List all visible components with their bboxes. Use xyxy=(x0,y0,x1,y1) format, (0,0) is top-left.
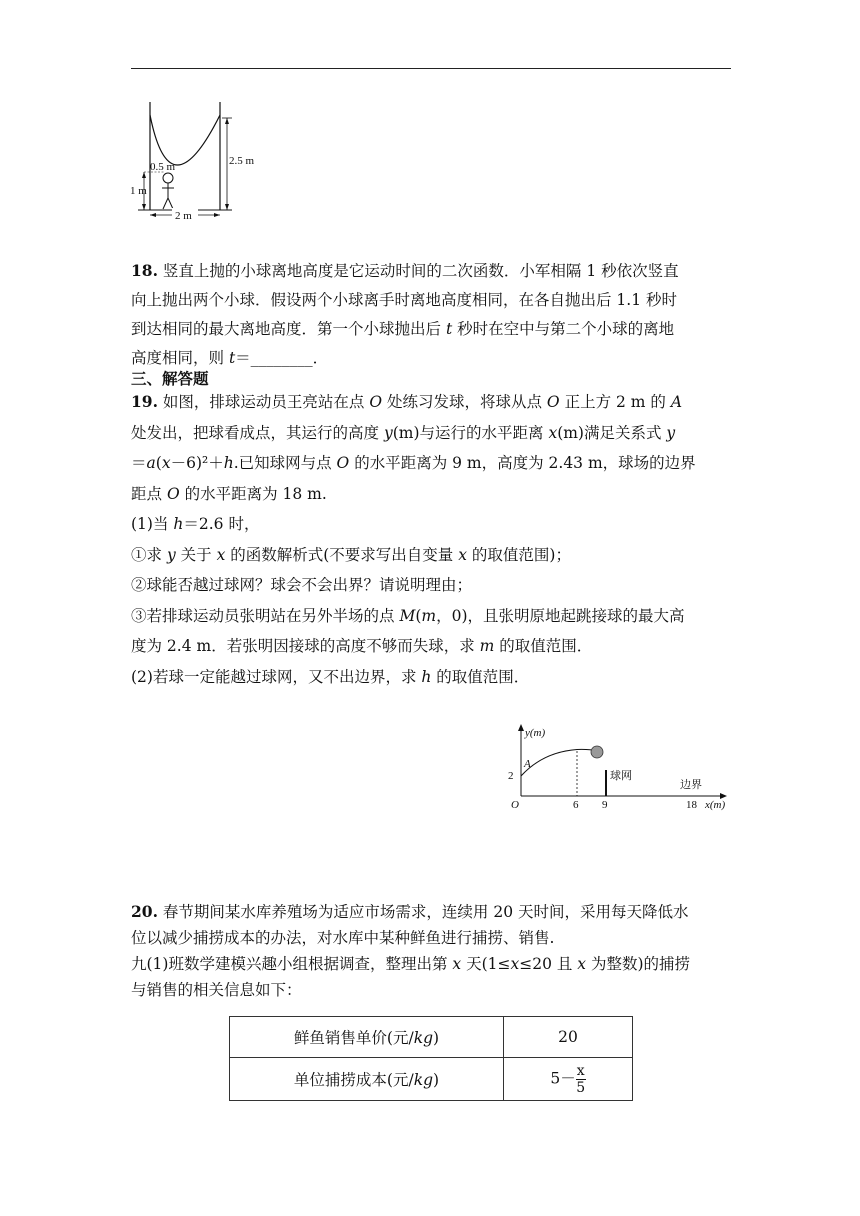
label-2-5m: 2.5 m xyxy=(229,155,255,167)
label-1m: 1 m xyxy=(130,185,147,197)
q19-text: ＝2.6 时， xyxy=(183,515,260,533)
q18-line1: 竖直上抛的小球离地高度是它运动时间的二次函数．小军相隔 1 秒依次竖直 xyxy=(162,262,679,280)
q19-text: －6)²＋ xyxy=(170,454,224,472)
q20-text: 春节期间某水库养殖场为适应市场需求，连续用 20 天时间，采用每天降低水 xyxy=(162,903,689,921)
cell-text: 单位捕捞成本(元/ xyxy=(293,1071,414,1089)
volleyball-figure xyxy=(505,722,735,814)
cell-unit: kg xyxy=(413,1071,434,1089)
rope-figure xyxy=(130,100,260,225)
var: x xyxy=(161,454,171,472)
q19-text: ，0)，且张明原地起跳接球的最大高 xyxy=(436,606,685,625)
label-0-5m: 0.5 m xyxy=(150,161,176,173)
cell-text: 鲜鱼销售单价(元/ xyxy=(293,1029,414,1047)
q20-text: 天(1≤ xyxy=(461,955,511,973)
fraction-numerator: x xyxy=(576,1062,585,1079)
q20-text: 与销售的相关信息如下： xyxy=(131,981,302,999)
fraction xyxy=(576,1063,586,1096)
q19-text: 关于 xyxy=(175,545,217,564)
q19-sub1: ①求 xyxy=(131,545,167,564)
info-table xyxy=(229,1016,633,1101)
var: x xyxy=(510,955,520,973)
q18-line4: 高度相同，则 xyxy=(131,349,229,367)
origin-label: O xyxy=(511,799,519,811)
var: h xyxy=(173,515,184,533)
q19-part1: (1)当 xyxy=(131,515,174,533)
var: m xyxy=(479,637,495,655)
var: x xyxy=(458,545,467,564)
y-2-label: 2 xyxy=(508,770,514,782)
var: h xyxy=(421,667,432,686)
q19-text: 的取值范围)； xyxy=(466,545,571,564)
question-18 xyxy=(131,256,731,373)
q18-number: 18. xyxy=(131,261,158,280)
q19-text: 的函数解析式(不要求写出自变量 xyxy=(225,545,459,564)
question-20 xyxy=(131,899,731,1003)
cell-text: 5－ xyxy=(550,1069,576,1087)
var: x xyxy=(452,955,462,973)
point-a-label: A xyxy=(524,758,531,770)
q20-text: 位以减少捕捞成本的办法，对水库中某种鲜鱼进行捕捞、销售. xyxy=(131,929,555,947)
q20-text: ≤20 且 xyxy=(519,955,578,973)
q19-text: 度为 2.4 m．若张明因接球的高度不够而失球，求 xyxy=(131,637,480,655)
axis-x-label: x(m) xyxy=(705,799,726,811)
x-6-label: 6 xyxy=(573,799,579,811)
var: h xyxy=(223,454,234,472)
q18-line2: 向上抛出两个小球．假设两个小球离手时离地高度相同，在各自抛出后 1.1 秒时 xyxy=(131,291,678,309)
q19-text: (m)满足关系式 xyxy=(557,423,667,442)
var: O xyxy=(166,484,180,503)
q19-text: .已知球网与点 xyxy=(233,454,337,472)
table-row xyxy=(230,1058,633,1101)
q19-text: 正上方 2 m 的 xyxy=(559,393,671,411)
q19-sub3: ③若排球运动员张明站在另外半场的点 xyxy=(131,606,400,625)
axis-y-label: y(m) xyxy=(525,727,546,739)
q18-line3: 到达相同的最大离地高度．第一个小球抛出后 xyxy=(131,320,446,338)
q19-text: 距点 xyxy=(131,484,167,503)
var: x xyxy=(577,955,587,973)
q19-text: 处练习发球，将球从点 xyxy=(382,393,547,411)
q19-sub2: ②球能否越过球网？球会不会出界？请说明理由； xyxy=(131,576,473,594)
var: y xyxy=(383,423,393,442)
q19-number: 19. xyxy=(131,392,158,411)
x-9-label: 9 xyxy=(602,799,608,811)
q18-blank: ＝________． xyxy=(235,349,329,367)
table-cell xyxy=(230,1017,504,1058)
q19-text: ＝ xyxy=(131,454,147,472)
cell-text: ) xyxy=(433,1071,440,1089)
q18-var-t2: t xyxy=(228,349,236,367)
header-rule xyxy=(131,68,731,69)
q18-line3-end: 秒时在空中与第二个小球的离地 xyxy=(452,320,675,338)
q19-text: 处发出，把球看成点，其运行的高度 xyxy=(131,423,384,442)
q18-var-t: t xyxy=(445,320,453,338)
q19-text: ( xyxy=(415,606,422,625)
q19-text: (m)与运行的水平距离 xyxy=(392,423,549,442)
var: a xyxy=(146,454,156,472)
q20-text: 九(1)班数学建模兴趣小组根据调查，整理出第 xyxy=(131,955,453,973)
var: M xyxy=(399,606,416,625)
var: O xyxy=(546,393,560,411)
fraction-denominator: 5 xyxy=(576,1079,586,1096)
q20-text: 为整数)的捕捞 xyxy=(586,955,691,973)
var: A xyxy=(670,393,683,411)
var: O xyxy=(336,454,350,472)
q19-part2: (2)若球一定能越过球网，又不出边界，求 xyxy=(131,667,422,686)
var: x xyxy=(548,423,558,442)
table-cell xyxy=(504,1058,633,1101)
q19-text: 的水平距离为 9 m，高度为 2.43 m，球场的边界 xyxy=(349,454,696,472)
q19-text: ( xyxy=(155,454,162,472)
boundary-label: 边界 xyxy=(680,779,702,791)
cell-unit: kg xyxy=(413,1029,434,1047)
q19-text: 的水平距离为 18 m. xyxy=(179,484,327,503)
label-2m: 2 m xyxy=(175,210,192,222)
question-19 xyxy=(131,387,731,692)
net-label: 球网 xyxy=(610,770,632,782)
table-row xyxy=(230,1017,633,1058)
q20-number: 20. xyxy=(131,902,158,921)
var: y xyxy=(166,545,176,564)
table-cell: 20 xyxy=(504,1017,633,1058)
q19-text: 的取值范围． xyxy=(494,637,593,655)
var: m xyxy=(421,606,437,625)
var: O xyxy=(369,393,383,411)
section-heading: 三、解答题 xyxy=(131,369,209,388)
table-cell xyxy=(230,1058,504,1101)
cell-text: ) xyxy=(433,1029,440,1047)
q19-text: 的取值范围． xyxy=(431,667,530,686)
x-18-label: 18 xyxy=(686,799,697,811)
q19-text: 如图，排球运动员王亮站在点 xyxy=(162,393,370,411)
var: y xyxy=(666,423,676,442)
var: x xyxy=(216,545,226,564)
